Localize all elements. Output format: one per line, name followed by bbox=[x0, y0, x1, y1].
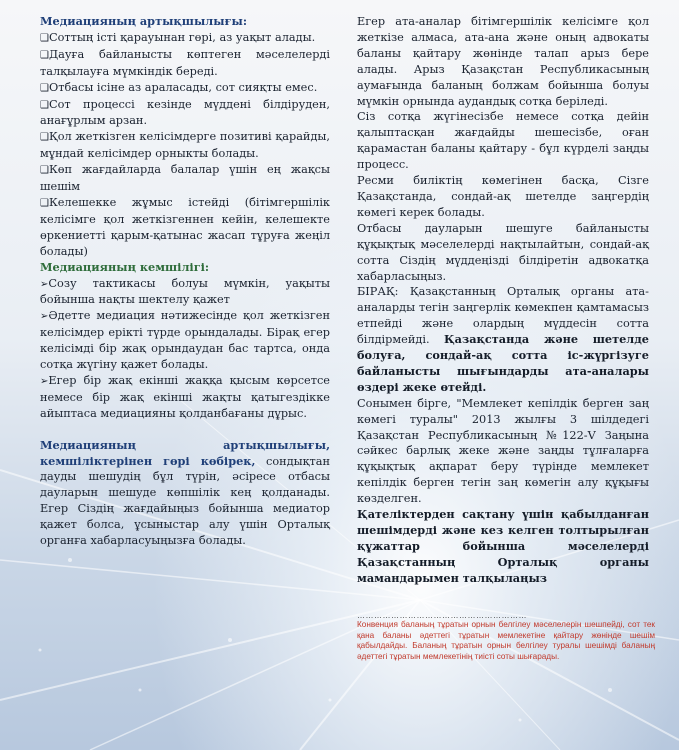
benefit-item: ❑Көп жағдайларда балалар үшін ең жақсы шешім bbox=[40, 163, 330, 194]
benefit-item: ❑Сот процессі кезінде мүддені білдіруден, анағұрлым арзан. bbox=[40, 97, 330, 128]
benefits-heading: Медиацияның артықшылығы: bbox=[40, 14, 247, 28]
drawback-item: ➢Егер бір жақ екінші жаққа қысым көрсетсе немесе бір жақ екінші жақты қатыгездікке айыптаса медиацияны қолданбағаны дұрыс. bbox=[40, 373, 330, 420]
paragraph-central-authority: БІРАҚ: Қазақстанның Орталық органы ата-аналарды тегін заңгерлік көмекпен қамтамасыз етпейді және олардың мүддесін сотта білдірмейді. Қазақстанда және шетелде болуға, сондай-ақ сотта іс-жүргізуге байланысты шығындарды ата-аналары өздері жеке өтейді. bbox=[357, 285, 649, 394]
checkbox-icon: ❑ bbox=[40, 82, 49, 94]
checkbox-icon: ❑ bbox=[40, 165, 49, 177]
benefit-item: ❑Соттың істі қарауынан гөрі, аз уақыт алады. bbox=[40, 30, 316, 44]
drawback-item: ➢Әдетте медиация нәтижесінде қол жеткізген келісімдер ерікті түрде орындалады. Бірақ егер келісімді бір жақ орындаудан бас тартса, онда сотқа жүгіну қажет болады. bbox=[40, 309, 330, 372]
checkbox-icon: ❑ bbox=[40, 32, 49, 44]
arrow-check-icon: ➢ bbox=[40, 311, 49, 323]
conclusion-paragraph: Медиацияның артықшылығы, кемшіліктерінен гөрі көбірек, сондықтан дауды шешудің бұл түрін, әсіресе отбасы дауларын шешуде көпшілік кең қолданады. Егер Сіздің жағдайыңыз бойынша медиатор қажет болса, ұсыныстар алу үшін Орталық органға хабарласуыңызға болады. bbox=[40, 437, 330, 548]
checkbox-icon: ❑ bbox=[40, 197, 49, 209]
benefit-item: ❑Келешекке жұмыс істейді (бітімгершілік келісімге қол жеткізгеннен кейін, келешекте өркениетті қарым-қатынас жасап тұруға жеңіл болады) bbox=[40, 195, 330, 258]
checkbox-icon: ❑ bbox=[40, 49, 49, 61]
conclusion-heading: Медиацияның артықшылығы, кемшіліктерінен гөрі көбірек, bbox=[40, 437, 330, 468]
paragraph-free-legal-aid: Сонымен бірге, "Мемлекет кепілдік берген заң көмегі туралы" 2013 жылғы 3 шілдедегі Қазақстан Республикасының №122-V Заңына сәйкес барлық жеке және заңды тұлғаларға құқықтық ақпарат беру түрінде мемлекет кепілдік берген тегін заң көмегін алу құқығы көзделген. bbox=[357, 396, 649, 506]
checkbox-icon: ❑ bbox=[40, 99, 49, 111]
drawback-item: ➢Созу тактикасы болуы мүмкін, уақыты бойынша нақты шектелу қажет bbox=[40, 276, 330, 307]
paragraph-lawyer-help: Ресми биліктің көмегінен басқа, Сізге Қазақстанда, сондай-ақ шетелде заңгердің көмегі керек болады. bbox=[357, 174, 649, 219]
checkbox-icon: ❑ bbox=[40, 132, 49, 144]
benefit-item: ❑Дауға байланысты көптеген мәселелерді талқылауға мүмкіндік береді. bbox=[40, 47, 330, 78]
paragraph-discuss-specialists: Қателіктерден сақтану үшін қабылданған шешімдерді және кез келген толтырылған құжаттар бойынша мәселелерді Қазақстанның Орталық органы мамандарымен талқылаңыз bbox=[357, 507, 649, 585]
convention-note-text: Конвенция баланың тұратын орнын белгілеу мәселелерін шешпейді, сот тек қана баланы әдеттегі тұратын мемлекетіне қайтару жөнінде шешім қабылдайды. Баланың тұратын орнын белгілеу туралы шешімді баланың әдеттегі тұратын мемлекетінің тиісті соты шығарады. bbox=[357, 620, 655, 661]
costs-notice: Қазақстанда және шетелде болуға, сондай-ақ сотта іс-жүргізуге байланысты шығындарды ата-аналары өздері жеке өтейді. bbox=[357, 332, 649, 394]
paragraph-contact-advocate: Отбасы дауларын шешуге байланысты құқықтық мәселелерді нақтылайтын, сондай-ақ сотта Сіздің мүддеңізді білдіретін адвокатқа хабарласыңыз. bbox=[357, 221, 649, 283]
arrow-check-icon: ➢ bbox=[40, 278, 49, 290]
drawbacks-heading: Медиацияның кемшілігі: bbox=[40, 259, 210, 274]
left-column bbox=[40, 14, 330, 549]
benefit-item: ❑Отбасы ісіне аз араласады, сот сияқты емес. bbox=[40, 80, 318, 94]
right-column bbox=[357, 14, 649, 587]
arrow-check-icon: ➢ bbox=[40, 375, 49, 387]
paragraph-legal-process: Сіз сотқа жүгінесізбе немесе сотқа дейін қалыптасқан жағдайды шешесізбе, оған қарамастан баланы қайтару - бұл күрделі заңды процесс. bbox=[357, 110, 649, 172]
paragraph-claim: Егер ата-аналар бітімгершілік келісімге қол жеткізе алмаса, ата-ана және оның адвокаты баланы қайтару жөнінде талап арыз бере алады. Арыз Қазақстан Республикасының аумағында баланың болжам бойынша болуы мүмкін орнында аудандық сотқа беріледі. bbox=[357, 15, 649, 108]
convention-note bbox=[357, 612, 655, 662]
benefit-item: ❑Қол жеткізген келісімдерге позитиві қарайды, мұндай келісімдер орныкты болады. bbox=[40, 130, 330, 161]
note-divider: …………………………………………………… bbox=[357, 611, 527, 620]
